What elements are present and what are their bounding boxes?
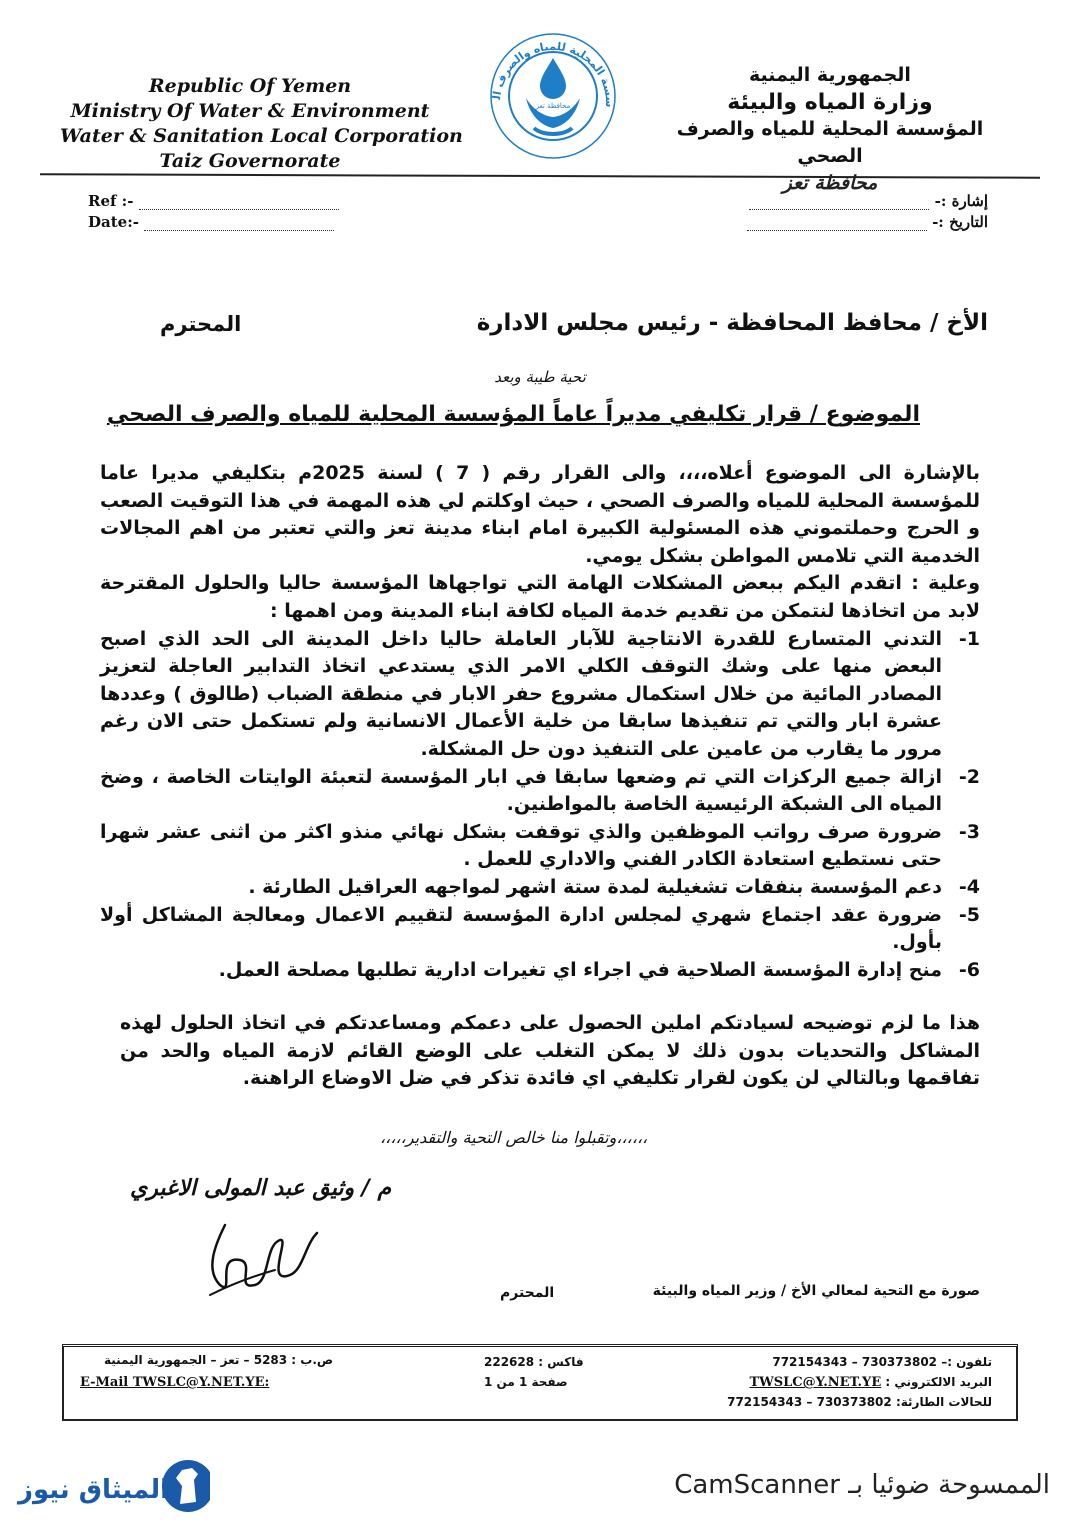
ref-label-en: Ref :- (88, 192, 134, 210)
footer-po-box: ص.ب : 5283 – تعز – الجمهورية اليمنية (104, 1353, 334, 1367)
ref-ar-line (749, 209, 929, 210)
subject-line: الموضوع / قرار تكليفي مديراً عاماً المؤسسة المحلية للمياه والصرف الصحي (106, 402, 920, 427)
date-ar (747, 213, 988, 231)
english-line-4: Taiz Governorate (159, 150, 341, 172)
footer-email-left: E-Mail TWSLC@Y.NET.YE: (80, 1375, 270, 1390)
watermark-logo (10, 1452, 210, 1522)
lead-paragraph: وعلية : اتقدم اليكم ببعض المشكلات الهامة التي تواجهاها المؤسسة حاليا والحلول المقترحة لابد من اتخاذها لنتمكن من تقديم خدمة المياه لكافة ابناء المدينة ومن اهمها : (100, 572, 980, 622)
letter-body (100, 460, 980, 984)
ref-label-ar: إشارة :- (934, 192, 988, 210)
english-line-3: Water & Sanitation Local Corporation (60, 125, 463, 147)
footer-email-right: البريد الالكتروني : TWSLC@Y.NET.YE (749, 1375, 992, 1390)
greeting: تحية طيبة وبعد (494, 368, 586, 386)
arabic-line-4: محافظة تعز (782, 172, 878, 194)
copy-respected: المحترم (500, 1285, 555, 1301)
copy-to-line: صورة مع التحية لمعالي الأخ / وزير المياه والبيئة (652, 1283, 980, 1299)
date-label-ar: التاريخ :- (932, 213, 988, 231)
list-item: 4- دعم المؤسسة بنفقات تشغيلية لمدة ستة اشهر لمواجهه العراقيل الطارئة . (248, 875, 980, 898)
list-item: 3- ضرورة صرف رواتب الموظفين والذي توقفت بشكل نهائي منذو اكثر من اثنى عشر شهرا حتى نستطيع استعادة الكادر الفني والاداري للعمل . (100, 820, 980, 871)
arabic-line-1: الجمهورية اليمنية (749, 64, 911, 86)
list-item: 1- التدني المتسارع للقدرة الانتاجية للآبار العاملة حاليا داخل المدينة الى الحد الذي اصبح البعض منها على وشك التوقف الكلي الامر الذي يستدعي اتخاذ التدابير العاجلة لتعزيز المصادر المائية من خلال استكمال مشروع حفر الابار في منطقة الضباب (طالوق ) وعددها عشرة ابار والتي تم تنفيذها سابقا من خلية الأعمال الانسانية ولم تستكمل حتى الان رغم مرور ما يقارب من عامين على التنفيذ دون حل المشكلة. (100, 627, 980, 760)
regards-line: ،،،،،،وتقبلوا منا خالص التحية والتقدير،،،،، (380, 1128, 648, 1147)
list-item: 2- ازالة جميع الركزات التي تم وضعها سابقا في ابار المؤسسة لتعبئة الوايتات الخاصة ، وضخ المياه الى الشبكة الرئيسية الخاصة بالمواطنين. (100, 765, 980, 816)
logo-center-text: محافظة تعز (535, 102, 571, 110)
handwritten-signature (195, 1215, 325, 1310)
addressee-respected: المحترم (160, 312, 242, 336)
footer-emergency: للحالات الطارئة: 730373802 – 772154343 (727, 1395, 992, 1409)
footer-phone: تلفون :– 730373802 – 772154343 (772, 1355, 992, 1369)
letter-footer (62, 1344, 1018, 1421)
footer-page: صفحة 1 من 1 (484, 1375, 568, 1389)
issues-list (100, 626, 980, 985)
date-en (88, 213, 334, 231)
intro-paragraph: بالإشارة الى الموضوع أعلاه،،،، والى القرار رقم ( 7 ) لسنة 2025م بتكليفي مديرا عاما للمؤسسة المحلية للمياه والصرف الصحي ، حيث اوكلتم لي هذه المهمة في هذا التوقيت الصعب و الحرج وحملتموني هذه المسئولية الكبيرة امام ابناء مدينة تعز والتي تعتبر من اهم المجالات الخدمية التي تلامس المواطن بشكل يومي. (100, 462, 980, 567)
english-letterhead (60, 74, 463, 174)
date-label-en: Date:- (88, 213, 139, 231)
footer-fax: فاكس : 222628 (484, 1355, 584, 1369)
watermark-text: الميثاق نيوز (18, 1475, 170, 1505)
ref-en-line (139, 209, 339, 210)
date-en-line (144, 230, 334, 231)
english-line-2: Ministry Of Water & Environment (70, 100, 430, 122)
list-item: 6- منح إدارة المؤسسة الصلاحية في اجراء اي تغيرات ادارية تطلبها مصلحة العمل. (218, 958, 980, 981)
camscanner-caption: الممسوحة ضوئيا بـ CamScanner (674, 1470, 1050, 1500)
addressee: الأخ / محافظ المحافظة - رئيس مجلس الادارة (476, 310, 988, 336)
water-drop-icon (540, 58, 566, 99)
ref-en (88, 192, 339, 210)
arabic-line-3: المؤسسة المحلية للمياه والصرف الصحي (676, 118, 984, 167)
english-line-1: Republic Of Yemen (148, 75, 352, 97)
closing-paragraph: هذا ما لزم توضيحه لسيادتكم املين الحصول على دعمكم ومساعدتكم في اتخاذ الحلول لهذه المشاكل والتحديات بدون ذلك لا يمكن التغلب على الوضع القائم لازمة المياه والحد من تفاقمها وبالتالي لن يكون لقرار تكليفي اي فائدة تذكر في ضل الاوضاع الراهنة. (120, 1012, 980, 1090)
ref-ar (749, 192, 988, 210)
date-ar-line (747, 230, 927, 231)
arabic-line-2: وزارة المياه والبيئة (727, 90, 933, 115)
signatory-name: م / وثيق عبد المولى الاغبري (130, 1176, 392, 1201)
corporation-logo (478, 18, 628, 168)
logo-ring-text: سسة المحلية للمياه والصرف ال (490, 39, 617, 108)
list-item: 5- ضرورة عقد اجتماع شهري لمجلس ادارة المؤسسة لتقييم الاعمال ومعالجة المشاكل أولا بأول. (100, 903, 980, 954)
